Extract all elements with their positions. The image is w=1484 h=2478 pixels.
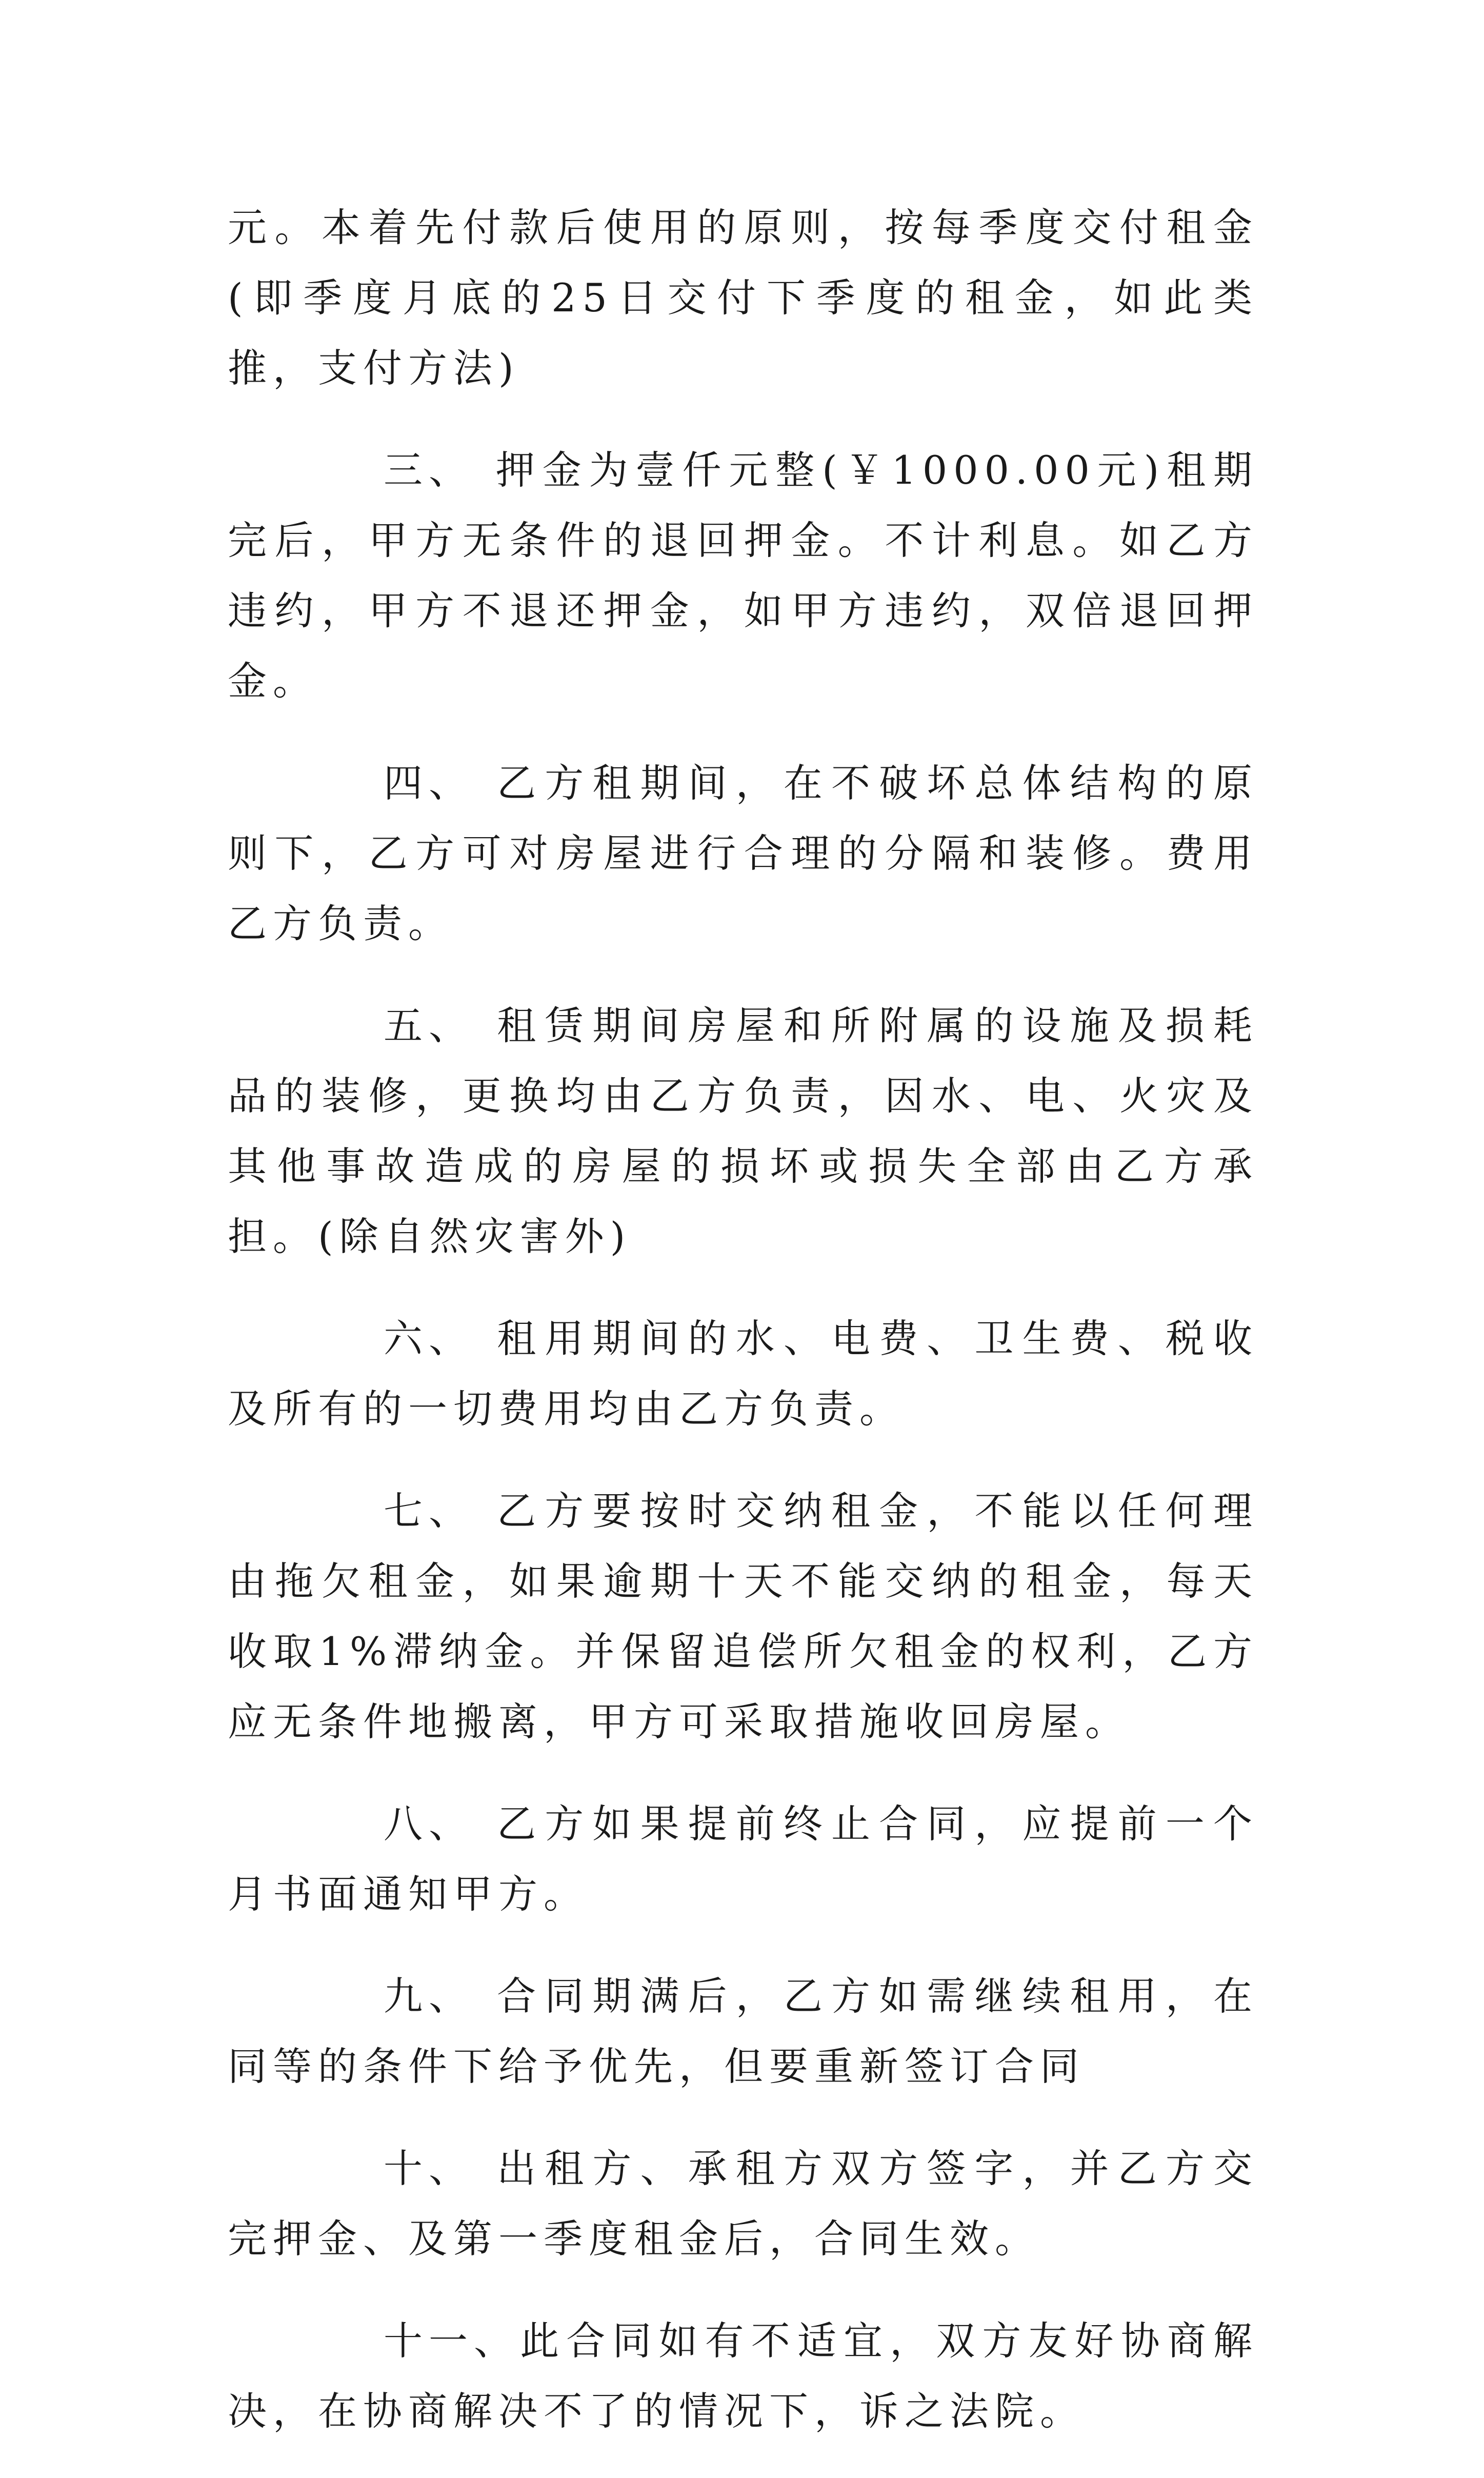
clause-number: 十一、 <box>384 2318 519 2364</box>
clause-number: 八、 <box>384 1801 474 1847</box>
clause-text: 乙方租期间，在不破坏总体结构的原则下，乙方可对房屋进行合理的分隔和装修。费用乙方负责。 <box>228 760 1258 946</box>
clause-number: 十、 <box>384 2146 474 2191</box>
clause-9 <box>228 1961 1258 2102</box>
clause-6 <box>228 1303 1258 1444</box>
clause-10 <box>228 2133 1258 2274</box>
clause-3 <box>228 435 1258 716</box>
clause-8 <box>228 1789 1258 1929</box>
clause-7 <box>228 1476 1258 1757</box>
clause-text: 押金为壹仟元整(￥1000.00元)租期完后，甲方无条件的退回押金。不计利息。如乙方违约，甲方不退还押金，如甲方违约，双倍退回押金。 <box>228 447 1258 704</box>
clause-text: 租用期间的水、电费、卫生费、税收及所有的一切费用均由乙方负责。 <box>228 1316 1258 1432</box>
clause-number: 九、 <box>384 1973 474 2019</box>
clause-number: 七、 <box>384 1488 474 1534</box>
clause-text: 出租方、承租方双方签字，并乙方交完押金、及第一季度租金后，合同生效。 <box>228 2146 1258 2262</box>
clause-number: 四、 <box>384 760 474 806</box>
clause-number: 三、 <box>384 447 474 493</box>
clause-text: 乙方如果提前终止合同，应提前一个月书面通知甲方。 <box>228 1801 1258 1917</box>
clause-text: 乙方要按时交纳租金，不能以任何理由拖欠租金，如果逾期十天不能交纳的租金，每天收取1%滞纳金。并保留追偿所欠租金的权利，乙方应无条件地搬离，甲方可采取措施收回房屋。 <box>228 1488 1258 1744</box>
clause-number: 五、 <box>384 1003 474 1048</box>
continuation-paragraph: 元。本着先付款后使用的原则，按每季度交付租金(即季度月底的25日交付下季度的租金，如此类推，支付方法) <box>228 205 1258 391</box>
clause-4 <box>228 748 1258 959</box>
clause-11 <box>228 2306 1258 2446</box>
clause-text: 此合同如有不适宜，双方友好协商解决，在协商解决不了的情况下，诉之法院。 <box>228 2318 1258 2434</box>
clause-text: 合同期满后，乙方如需继续租用，在同等的条件下给予优先，但要重新签订合同 <box>228 1973 1258 2089</box>
document-page <box>228 192 1258 2478</box>
clause-5 <box>228 990 1258 1272</box>
clause-number: 六、 <box>384 1316 474 1361</box>
clause-text: 租赁期间房屋和所附属的设施及损耗品的装修，更换均由乙方负责，因水、电、火灾及其他事故造成的房屋的损坏或损失全部由乙方承担。(除自然灾害外) <box>228 1003 1258 1259</box>
